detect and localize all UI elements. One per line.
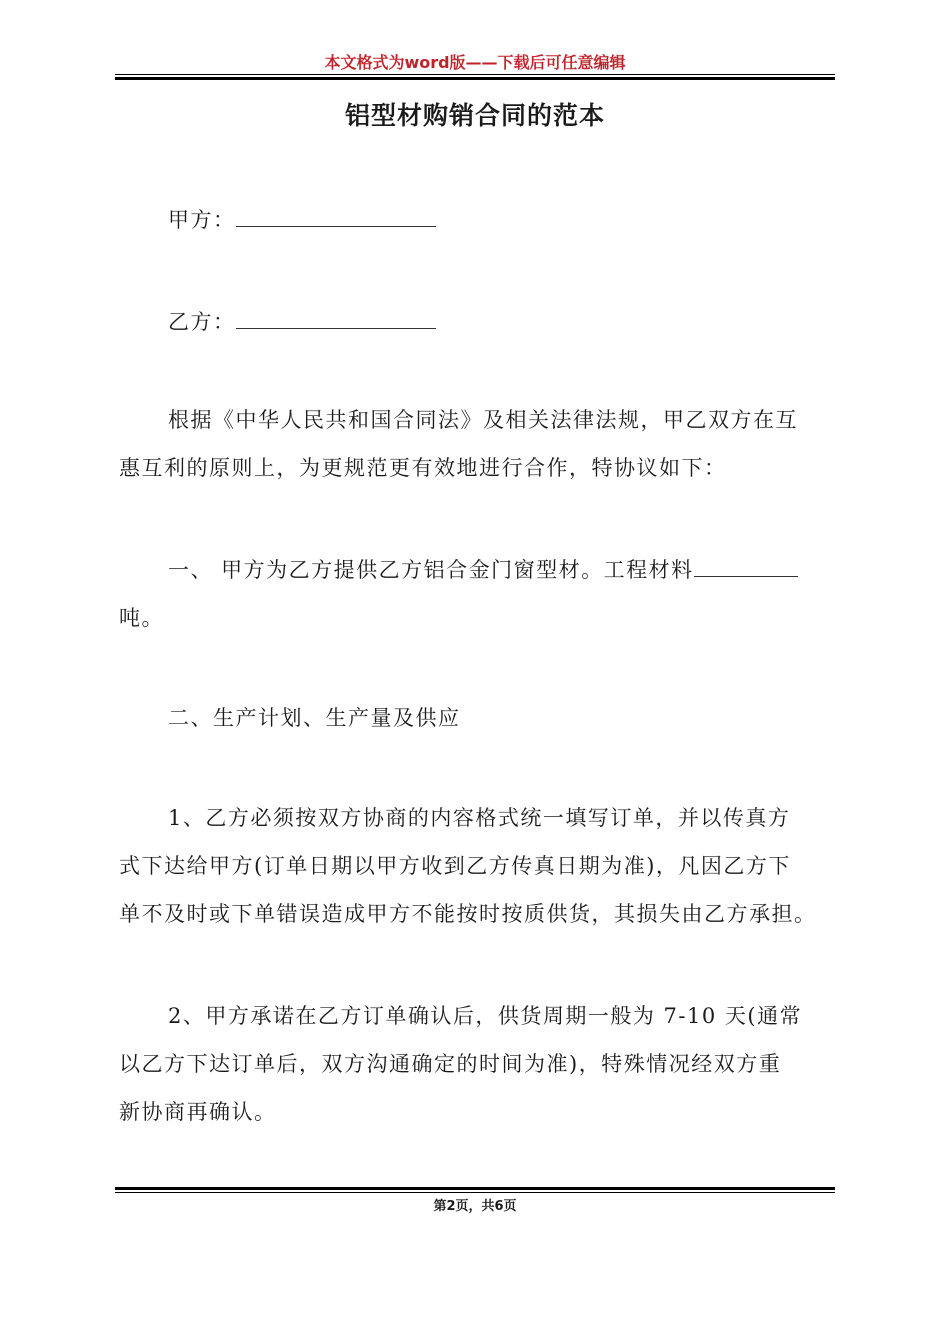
item-1-line-3: 单不及时或下单错误造成甲方不能按时按质供货，其损失由乙方承担。 xyxy=(119,902,817,926)
clause-1-line xyxy=(168,546,888,594)
party-b-label: 乙方： xyxy=(168,310,236,334)
intro-line-1: 根据《中华人民共和国合同法》及相关法律法规，甲乙双方在互 xyxy=(168,408,798,432)
clause-1-text: 一、 甲方为乙方提供乙方铝合金门窗型材。工程材料 xyxy=(168,558,694,582)
item-2-line-1: 2、甲方承诺在乙方订单确认后，供货周期一般为 7-10 天(通常 xyxy=(168,1004,803,1028)
party-b-line xyxy=(168,298,888,346)
item-2-line-3: 新协商再确认。 xyxy=(119,1100,277,1124)
header-rule-thick xyxy=(115,77,835,80)
party-a-blank xyxy=(236,204,436,227)
header-note: 本文格式为word版——下载后可任意编辑 xyxy=(324,53,626,72)
material-quantity-blank xyxy=(694,554,798,577)
party-a-label: 甲方： xyxy=(168,208,236,232)
item-1-line-2: 式下达给甲方(订单日期以甲方收到乙方传真日期为准)，凡因乙方下 xyxy=(119,854,791,878)
party-b-blank xyxy=(236,306,436,329)
page-indicator: 第2页，共6页 xyxy=(433,1199,517,1214)
footer-rule-thick xyxy=(115,1187,835,1190)
intro-line-2: 惠互利的原则上，为更规范更有效地进行合作，特协议如下： xyxy=(119,456,727,480)
item-2-line-2: 以乙方下达订单后，双方沟通确定的时间为准)，特殊情况经双方重 xyxy=(119,1052,782,1076)
section-2-heading: 二、生产计划、生产量及供应 xyxy=(168,706,461,730)
clause-1-unit: 吨。 xyxy=(119,606,164,630)
party-a-line xyxy=(168,196,888,244)
header-rule-thin xyxy=(115,74,835,75)
footer-rule-thin xyxy=(115,1192,835,1193)
document-title: 铝型材购销合同的范本 xyxy=(344,101,605,130)
item-1-line-1: 1、乙方必须按双方协商的内容格式统一填写订单，并以传真方 xyxy=(168,806,791,830)
